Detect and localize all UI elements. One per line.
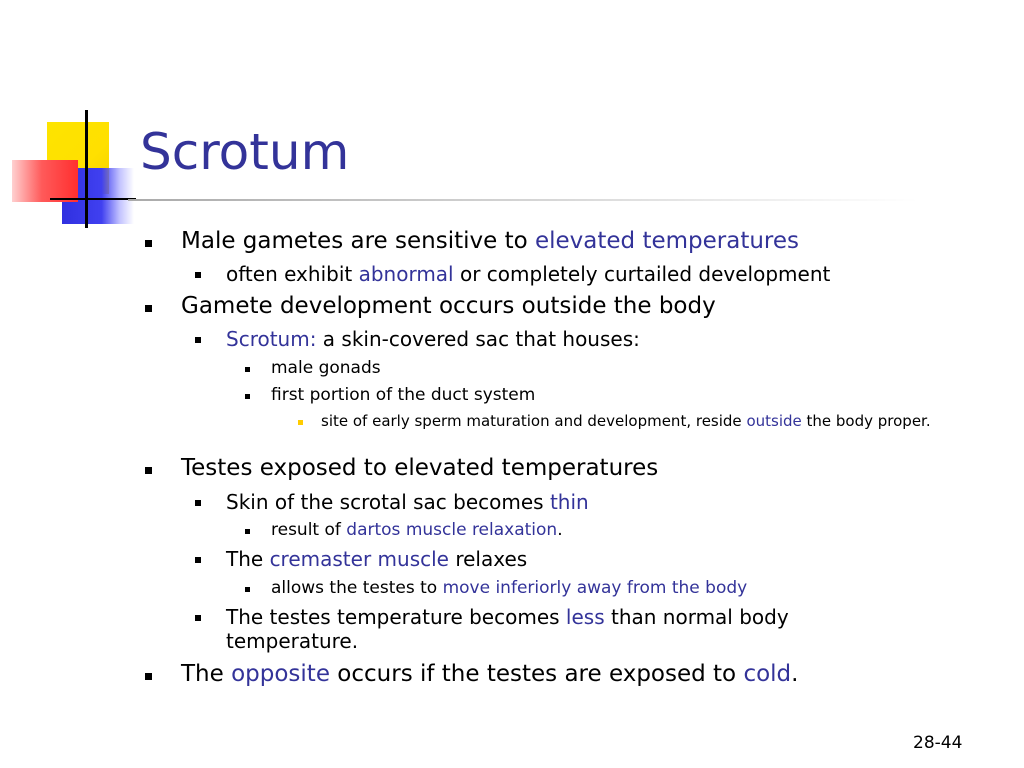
square-bullet-icon	[195, 615, 201, 621]
bullet-level2	[226, 547, 527, 571]
bullet-level1	[181, 455, 658, 481]
bullet-text: first portion of the duct system	[271, 385, 536, 405]
bullet-text: site of early sperm maturation and development, reside	[321, 412, 747, 430]
bullet-text: relaxes	[448, 547, 528, 571]
highlighted-term: abnormal	[358, 262, 454, 286]
bullet-text: The	[226, 547, 270, 571]
square-bullet-icon	[298, 420, 303, 425]
bullet-text: often exhibit	[226, 262, 359, 286]
bullet-text: or completely curtailed development	[453, 262, 831, 286]
bullet-level2	[226, 327, 640, 351]
bullet-level4	[321, 412, 981, 431]
bullet-level2	[226, 605, 876, 653]
highlighted-term: thin	[549, 490, 589, 514]
highlighted-term: cremaster muscle	[269, 547, 449, 571]
bullet-text: Gamete development occurs outside the body	[181, 293, 716, 319]
bullet-level1	[181, 293, 716, 319]
bullet-text: result of	[271, 520, 347, 540]
bullet-text: than normal body temperature.	[226, 605, 789, 653]
bullet-text: occurs if the testes are exposed to	[329, 661, 744, 687]
highlighted-term: Scrotum:	[226, 327, 317, 351]
bullet-level2	[226, 262, 830, 286]
highlighted-term: less	[565, 605, 605, 629]
bullet-level3	[271, 385, 535, 405]
highlighted-term: move inferiorly away from the body	[442, 578, 748, 598]
square-bullet-icon	[145, 673, 152, 680]
bullet-text: the body proper.	[801, 412, 931, 430]
bullet-text: a skin-covered sac that houses:	[316, 327, 640, 351]
highlighted-term: elevated temperatures	[534, 228, 800, 254]
bullet-text: male gonads	[271, 358, 381, 378]
bullet-level3	[271, 520, 563, 540]
bullet-text: Male gametes are sensitive to	[181, 228, 535, 254]
bullet-text: Testes exposed to elevated temperatures	[181, 455, 659, 481]
slide-title: Scrotum	[140, 123, 350, 181]
square-bullet-icon	[245, 587, 250, 592]
bullet-text: .	[557, 520, 563, 540]
bullet-text: Skin of the scrotal sac becomes	[226, 490, 550, 514]
bullet-level1	[181, 661, 798, 687]
bullet-text: .	[791, 661, 799, 687]
bullet-text: The testes temperature becomes	[226, 605, 566, 629]
bullet-text: The	[181, 661, 232, 687]
highlighted-term: dartos muscle relaxation	[346, 520, 558, 540]
bullet-level3	[271, 578, 747, 598]
page-number: 28-44	[913, 733, 963, 753]
square-bullet-icon	[245, 367, 250, 372]
square-bullet-icon	[245, 394, 250, 399]
highlighted-term: outside	[746, 412, 802, 430]
square-bullet-icon	[195, 557, 201, 563]
highlighted-term: opposite	[231, 661, 330, 687]
square-bullet-icon	[195, 272, 201, 278]
square-bullet-icon	[145, 240, 152, 247]
square-bullet-icon	[195, 500, 201, 506]
square-bullet-icon	[245, 529, 250, 534]
bullet-level1	[181, 228, 799, 254]
bullet-level2	[226, 490, 589, 514]
square-bullet-icon	[145, 467, 152, 474]
square-bullet-icon	[195, 337, 201, 343]
bullet-text: allows the testes to	[271, 578, 443, 598]
bullet-level3	[271, 358, 381, 378]
highlighted-term: cold	[743, 661, 792, 687]
square-bullet-icon	[145, 305, 152, 312]
